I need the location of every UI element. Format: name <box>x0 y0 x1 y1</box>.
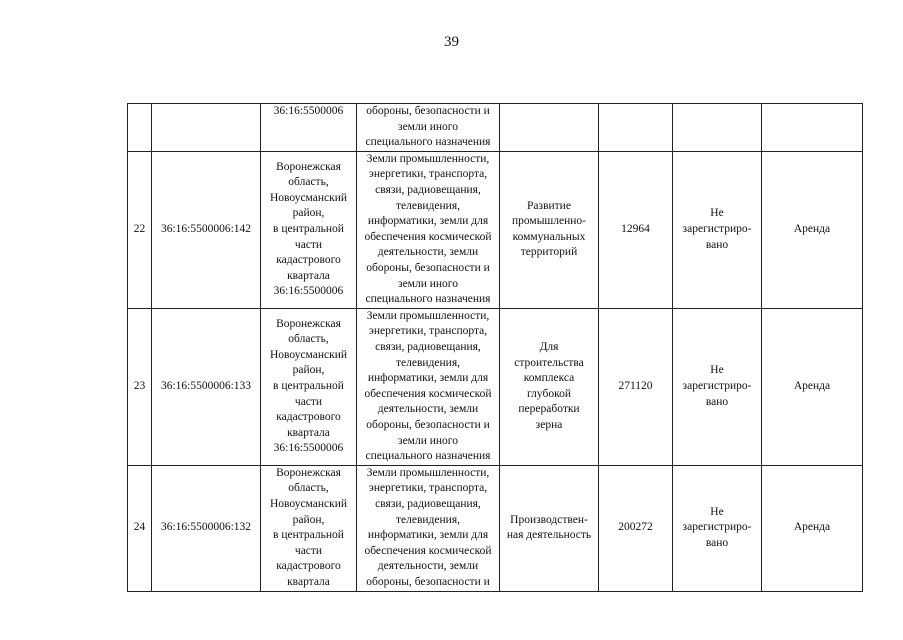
land-category-line: информатики, земли для <box>367 529 489 542</box>
location-line: 36:16:5500006 <box>273 105 344 117</box>
permitted-use-line: Производствен- <box>510 513 588 526</box>
location-line: область, <box>288 333 329 346</box>
permitted-use-cell <box>500 151 599 308</box>
land-category-cell <box>357 104 500 152</box>
land-category-line: деятельности, земли <box>377 403 479 416</box>
land-category-line: обороны, безопасности и <box>366 105 490 117</box>
registration-status-line: вано <box>705 238 729 251</box>
right-type-cell: Аренда <box>762 308 863 465</box>
land-category-cell <box>357 465 500 591</box>
table-row <box>128 308 863 465</box>
land-category-line: земли иного <box>398 277 458 290</box>
location-line: части <box>294 238 323 251</box>
location-cell <box>261 104 357 152</box>
location-line: 36:16:5500006 <box>273 442 344 455</box>
table-row <box>128 104 863 152</box>
land-category-line: связи, радиовещания, <box>375 497 481 510</box>
location-line: квартала <box>287 575 330 588</box>
location-line: кадастрового <box>276 560 341 573</box>
location-line: кадастрового <box>276 411 341 424</box>
permitted-use-line: коммунальных <box>512 230 586 243</box>
land-category-line: деятельности, земли <box>377 246 479 259</box>
land-category-line: деятельности, земли <box>377 560 479 573</box>
land-category-line: телевидения, <box>396 356 460 369</box>
land-category-line: Земли промышленности, <box>366 466 490 479</box>
land-category-line: специального назначения <box>365 293 491 306</box>
right-type-cell: Аренда <box>762 151 863 308</box>
land-category-line: энергетики, транспорта, <box>368 482 488 495</box>
land-category-line: специального назначения <box>365 136 491 149</box>
cadastral-number-cell: 36:16:5500006:132 <box>152 465 261 591</box>
location-line: область, <box>288 482 329 495</box>
cadastral-number-cell: 36:16:5500006:133 <box>152 308 261 465</box>
land-category-line: Земли промышленности, <box>366 309 490 322</box>
land-category-line: связи, радиовещания, <box>375 341 481 353</box>
location-line: Воронежская <box>276 317 341 330</box>
registration-status-cell <box>673 308 762 465</box>
land-category-line: телевидения, <box>396 199 460 212</box>
cadastral-number-cell <box>152 104 261 152</box>
table-row <box>128 465 863 591</box>
land-category-line: Земли промышленности, <box>366 152 490 165</box>
land-category-line: обеспечения космической <box>364 387 492 400</box>
location-line: Воронежская <box>276 160 341 173</box>
land-category-line: информатики, земли для <box>367 372 489 385</box>
land-category-line: связи, радиовещания, <box>375 184 481 196</box>
land-category-line: обеспечения космической <box>364 230 492 243</box>
location-line: части <box>294 544 323 557</box>
table-row <box>128 151 863 308</box>
land-category-line: специального назначения <box>365 450 491 463</box>
location-line: область, <box>288 176 329 189</box>
row-number-cell: 22 <box>128 151 152 308</box>
land-category-line: обороны, безопасности и <box>366 575 490 588</box>
right-type-cell: Аренда <box>762 465 863 591</box>
page-number: 39 <box>444 34 459 50</box>
location-line: Новоусманский <box>269 497 348 510</box>
location-line: в центральной <box>273 222 344 235</box>
location-line: район, <box>292 207 325 220</box>
area-cell: 271120 <box>599 308 673 465</box>
permitted-use-line: глубокой <box>527 387 571 400</box>
location-line: район, <box>292 513 325 526</box>
location-line: Воронежская <box>276 466 341 479</box>
permitted-use-line: ная деятельность <box>506 529 592 542</box>
registration-status-line: Не зарегистриро- <box>682 364 752 392</box>
land-category-cell <box>357 308 500 465</box>
location-line: в центральной <box>273 529 344 542</box>
area-cell: 200272 <box>599 465 673 591</box>
location-cell <box>261 308 357 465</box>
permitted-use-line: территорий <box>520 246 578 259</box>
permitted-use-cell <box>500 308 599 465</box>
registration-status-line: Не зарегистриро- <box>682 505 752 534</box>
location-line: 36:16:5500006 <box>273 285 344 298</box>
land-category-line: энергетики, транспорта, <box>368 168 488 181</box>
cadastral-number-cell: 36:16:5500006:142 <box>152 151 261 308</box>
location-cell <box>261 151 357 308</box>
location-line: части <box>294 395 323 408</box>
location-line: Новоусманский <box>269 348 348 361</box>
permitted-use-line: Развитие <box>527 199 571 212</box>
row-number-cell: 24 <box>128 465 152 591</box>
land-plots-table <box>127 103 863 592</box>
row-number-cell: 23 <box>128 308 152 465</box>
row-number-cell <box>128 104 152 152</box>
land-category-cell <box>357 151 500 308</box>
land-category-line: информатики, земли для <box>367 215 489 228</box>
permitted-use-line: Для <box>539 341 559 353</box>
registration-status-cell <box>673 151 762 308</box>
land-category-line: обеспечения космической <box>364 544 492 557</box>
permitted-use-cell <box>500 465 599 591</box>
permitted-use-line: переработки <box>518 403 580 416</box>
area-cell: 12964 <box>599 151 673 308</box>
registration-status-line: вано <box>705 395 729 408</box>
area-cell <box>599 104 673 152</box>
location-line: Новоусманский <box>269 191 348 204</box>
location-line: в центральной <box>273 379 344 392</box>
land-category-line: обороны, безопасности и <box>366 418 490 431</box>
table-body <box>128 104 863 592</box>
land-category-line: обороны, безопасности и <box>366 261 490 274</box>
registration-status-cell <box>673 465 762 591</box>
location-cell <box>261 465 357 591</box>
land-category-line: земли иного <box>398 120 458 133</box>
location-line: квартала <box>287 426 330 439</box>
registration-status-line: Не зарегистриро- <box>682 207 752 235</box>
permitted-use-line: комплекса <box>523 372 575 385</box>
land-category-line: земли иного <box>398 434 458 447</box>
land-category-line: телевидения, <box>396 513 460 526</box>
permitted-use-line: строительства <box>514 356 584 369</box>
location-line: кадастрового <box>276 254 341 267</box>
registration-status-line: вано <box>705 536 729 549</box>
land-category-line: энергетики, транспорта, <box>368 325 488 338</box>
permitted-use-line: промышленно- <box>511 215 587 228</box>
location-line: квартала <box>287 269 330 282</box>
registration-status-cell <box>673 104 762 152</box>
location-line: район, <box>292 364 325 377</box>
right-type-cell <box>762 104 863 152</box>
permitted-use-cell <box>500 104 599 152</box>
permitted-use-line: зерна <box>535 418 563 431</box>
